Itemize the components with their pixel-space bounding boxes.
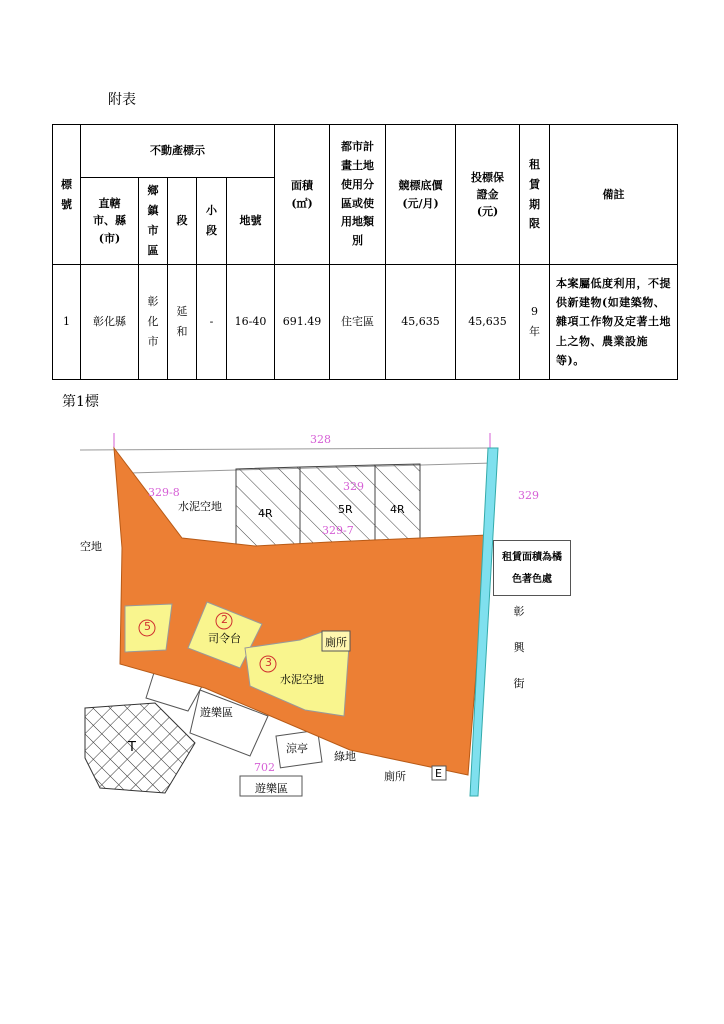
label-circle-2: 2 — [221, 613, 228, 626]
label-4r-right: 4R — [390, 503, 405, 516]
header-section: 段 — [168, 178, 197, 265]
cell-section: 延和 — [168, 265, 197, 380]
header-term: 租賃期限 — [520, 125, 550, 265]
label-playground-1: 遊樂區 — [200, 706, 233, 719]
cell-area: 691.49 — [275, 265, 330, 380]
crosshatched-area — [85, 703, 195, 793]
header-property: 不動產標示 — [81, 125, 275, 178]
cell-town: 彰化市 — [139, 265, 168, 380]
parcel-328: 328 — [310, 433, 331, 446]
label-stage: 司令台 — [208, 632, 241, 645]
cell-landno: 16-40 — [227, 265, 275, 380]
label-cement-top: 水泥空地 — [178, 500, 222, 513]
label-cement-mid: 水泥空地 — [280, 673, 324, 686]
label-e-mark: E — [435, 767, 442, 780]
label-5r: 5R — [338, 503, 353, 516]
parcel-329-7: 329-7 — [322, 524, 354, 537]
label-road: 彰興街 — [513, 605, 525, 690]
label-toilet-1: 廁所 — [325, 636, 347, 649]
label-circle-3: 3 — [265, 656, 272, 669]
label-open-land: 空地 — [80, 540, 102, 553]
header-subsection: 小段 — [197, 178, 227, 265]
caption-lot-1: 第1標 — [62, 394, 99, 410]
cell-rent: 45,635 — [386, 265, 456, 380]
label-green: 綠地 — [334, 750, 356, 763]
header-city: 直轄市、縣 (市) — [81, 178, 139, 265]
cell-zoning: 住宅區 — [330, 265, 386, 380]
header-zoning: 都市計畫土地使用分區或使用地類別 — [330, 125, 386, 265]
header-deposit: 投標保證金 (元) — [456, 125, 520, 265]
label-pavilion: 涼亭 — [286, 742, 308, 755]
site-map — [0, 428, 724, 800]
header-area: 面積 (㎡) — [275, 125, 330, 265]
header-note: 備註 — [550, 125, 678, 265]
parcel-329-8: 329-8 — [148, 486, 180, 499]
header-town: 鄉鎮市區 — [139, 178, 168, 265]
legend-box: 租賃面積為橘色著色處 — [493, 540, 571, 596]
caption-appendix: 附表 — [108, 92, 136, 108]
lease-table — [52, 124, 678, 380]
label-circle-5: 5 — [144, 620, 151, 633]
cell-subsection: - — [197, 265, 227, 380]
parcel-329: 329 — [343, 480, 364, 493]
cell-term: 9年 — [520, 265, 550, 380]
cell-note: 本案屬低度利用，不提供新建物(如建築物、雜項工作物及定著土地上之物、農業設施等)。 — [550, 265, 678, 380]
parcel-702: 702 — [254, 761, 275, 774]
parcel-329-right: 329 — [518, 489, 539, 502]
boundary-line-top — [80, 448, 493, 450]
label-playground-2: 遊樂區 — [255, 782, 288, 795]
cell-deposit: 45,635 — [456, 265, 520, 380]
header-landno: 地號 — [227, 178, 275, 265]
cell-city: 彰化縣 — [81, 265, 139, 380]
label-toilet-2: 廁所 — [384, 770, 406, 783]
header-rent: 競標底價 (元/月) — [386, 125, 456, 265]
label-4r-left: 4R — [258, 507, 273, 520]
label-t-mark: T — [128, 740, 136, 755]
header-lot-no: 標號 — [53, 125, 81, 265]
cell-lot-no: 1 — [53, 265, 81, 380]
